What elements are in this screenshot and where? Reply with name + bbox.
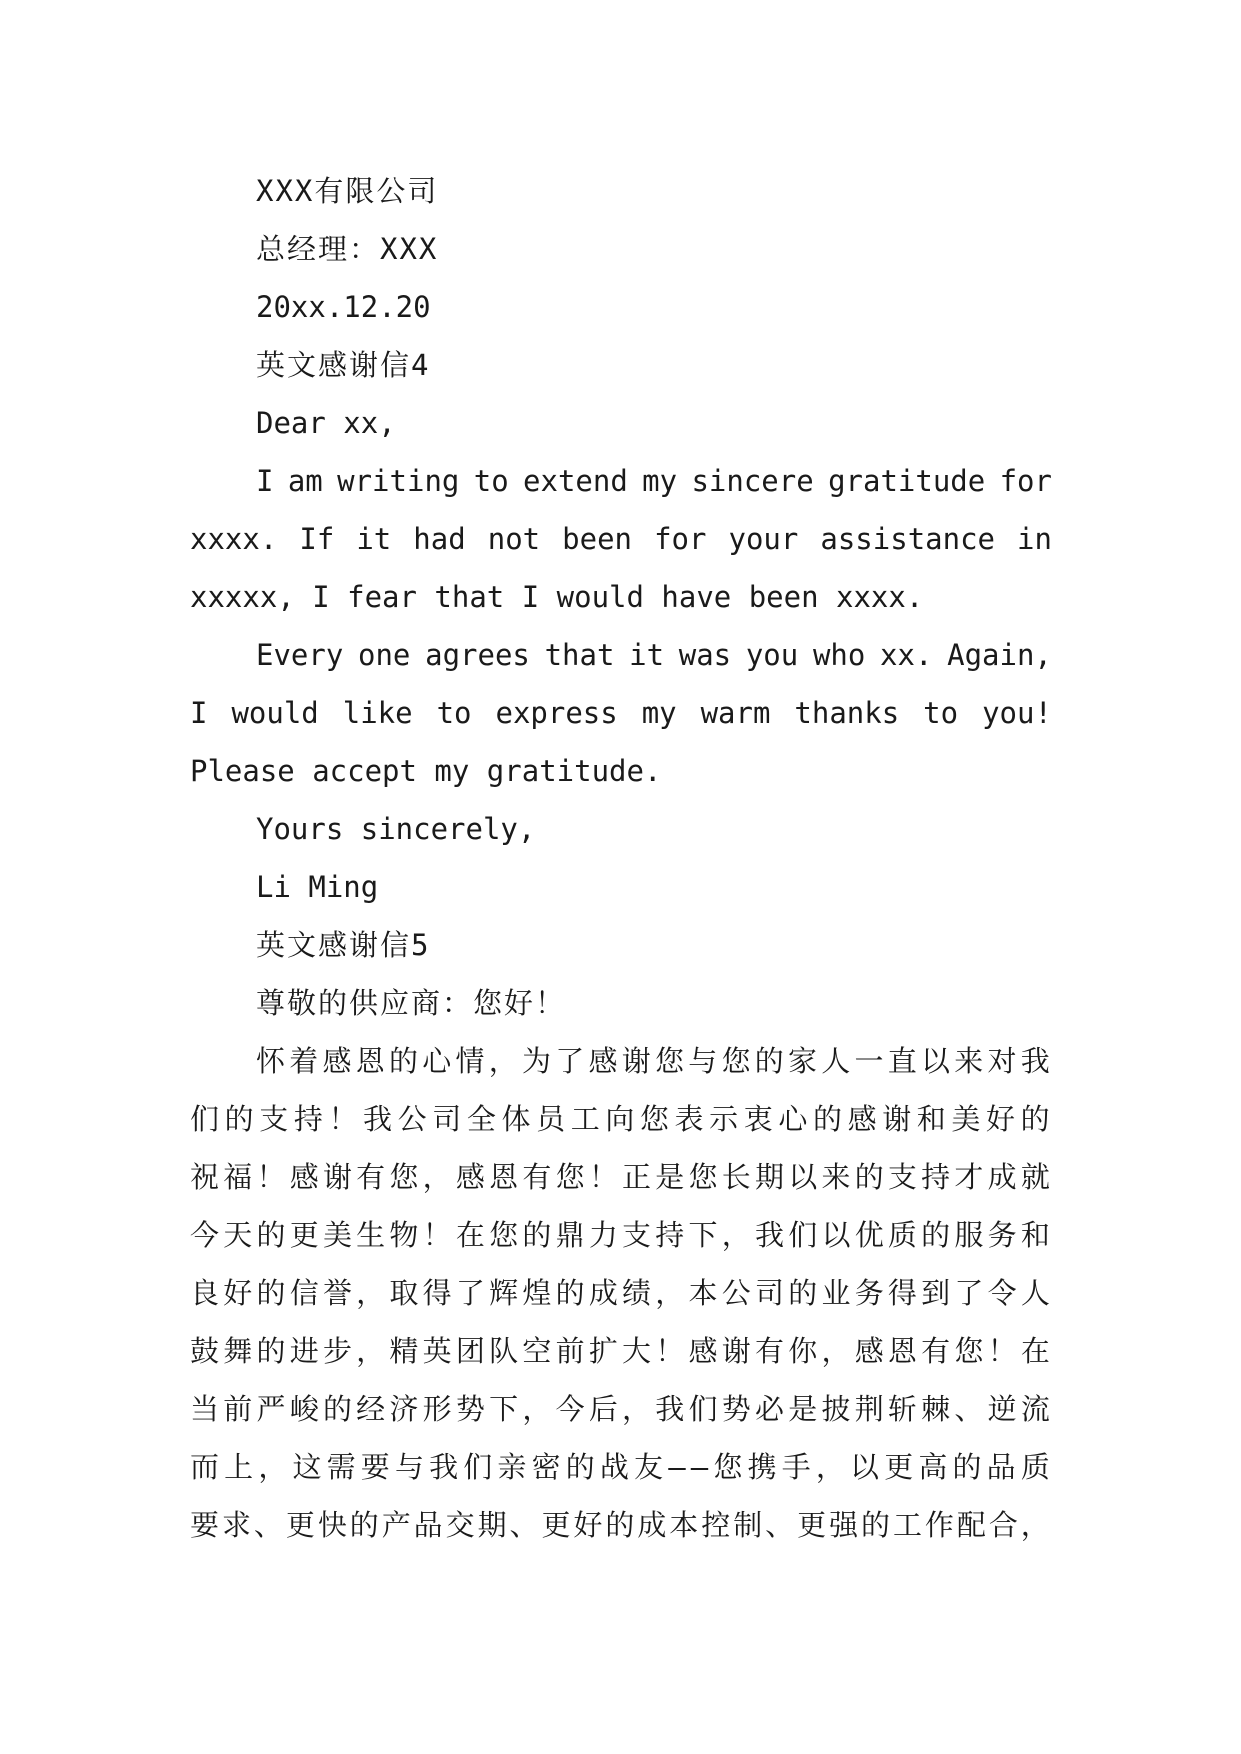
word: If	[299, 522, 335, 556]
character: 合	[988, 1508, 1020, 1542]
character: 得	[422, 1276, 454, 1310]
character: 质	[1020, 1450, 1052, 1484]
character: 的	[256, 1334, 288, 1368]
character: 您	[713, 1450, 745, 1484]
character: 控	[701, 1508, 733, 1542]
document-body	[190, 162, 1052, 1554]
character: ！	[655, 1334, 687, 1368]
character: 恩	[887, 1334, 919, 1368]
word: who	[812, 638, 866, 672]
character: ，	[821, 1334, 853, 1368]
character: 的	[522, 1218, 554, 1252]
closing-line: Yours sincerely,	[256, 812, 536, 846]
character: 成	[987, 1160, 1019, 1194]
character: 今	[555, 1392, 587, 1426]
character: 长	[721, 1160, 753, 1194]
character: 美	[322, 1218, 354, 1252]
character: 以	[788, 1160, 820, 1194]
chinese-paragraph-line	[190, 1380, 1052, 1438]
chinese-paragraph-line	[190, 1264, 1052, 1322]
word: for	[999, 464, 1052, 498]
word: one	[358, 638, 411, 672]
character: 好	[573, 1508, 605, 1542]
character: 上	[224, 1450, 256, 1484]
word: warm	[700, 696, 771, 730]
character: 绩	[622, 1276, 654, 1310]
word: it	[356, 522, 392, 556]
character: 持	[293, 1102, 325, 1136]
character: 们	[688, 1392, 720, 1426]
character: ，	[655, 1276, 687, 1310]
character: 更	[797, 1508, 829, 1542]
character: 更	[884, 1450, 916, 1484]
word: in	[1017, 522, 1052, 556]
word: it	[629, 638, 665, 672]
character: 工	[570, 1102, 602, 1136]
character: 了	[954, 1276, 986, 1310]
character: 的	[605, 1508, 637, 1542]
character: 后	[588, 1392, 620, 1426]
character: 在	[455, 1218, 487, 1252]
character: 支	[259, 1102, 291, 1136]
character: 的	[555, 1276, 587, 1310]
character: 经	[356, 1392, 388, 1426]
character: 精	[389, 1334, 421, 1368]
word: agrees	[425, 638, 530, 672]
word: extend	[523, 464, 628, 498]
paragraph-line: Please accept my gratitude.	[190, 754, 662, 788]
character: —	[690, 1450, 711, 1484]
character: 是	[655, 1160, 687, 1194]
character: 、	[253, 1508, 285, 1542]
character: 形	[422, 1392, 454, 1426]
character: ，	[522, 1392, 554, 1426]
character: 支	[887, 1160, 919, 1194]
character: 友	[634, 1450, 666, 1484]
character: 生	[356, 1218, 388, 1252]
chinese-paragraph-line	[190, 1206, 1052, 1264]
character: 你	[788, 1334, 820, 1368]
word: express	[495, 696, 618, 730]
character: 我	[754, 1218, 786, 1252]
character: 工	[892, 1508, 924, 1542]
paragraph-line	[190, 626, 1052, 684]
character: 衷	[743, 1102, 775, 1136]
character: 好	[223, 1276, 255, 1310]
character: 我	[429, 1450, 461, 1484]
character: 的	[565, 1450, 597, 1484]
character: 恩	[355, 1044, 387, 1078]
word: to	[436, 696, 472, 730]
character: 有	[921, 1334, 953, 1368]
character: 业	[821, 1276, 853, 1310]
character: 交	[445, 1508, 477, 1542]
character: 有	[522, 1160, 554, 1194]
character: 的	[1020, 1102, 1052, 1136]
character: 以	[821, 1218, 853, 1252]
word: assistance	[820, 522, 995, 556]
character: 战	[599, 1450, 631, 1484]
character: 全	[466, 1102, 498, 1136]
character: 高	[918, 1450, 950, 1484]
character: 物	[389, 1218, 421, 1252]
word: to	[923, 696, 959, 730]
character: 我	[1020, 1044, 1052, 1078]
character: —	[668, 1450, 688, 1484]
character: 了	[455, 1276, 487, 1310]
word: my	[642, 464, 678, 498]
character: 来	[821, 1160, 853, 1194]
character: ，	[1020, 1508, 1052, 1542]
character: ！	[588, 1160, 620, 1194]
character: 密	[531, 1450, 563, 1484]
character: 们	[463, 1450, 495, 1484]
character: 信	[289, 1276, 321, 1310]
character: 品	[413, 1508, 445, 1542]
character: ，	[488, 1044, 520, 1078]
character: 我	[363, 1102, 395, 1136]
paragraph-line	[190, 510, 1052, 568]
chinese-paragraph-line	[190, 1322, 1052, 1380]
company-name-line: XXX有限公司	[256, 174, 439, 208]
character: 们	[788, 1218, 820, 1252]
word: like	[342, 696, 413, 730]
word: you	[745, 638, 799, 672]
character: 进	[289, 1334, 321, 1368]
character: 司	[754, 1276, 786, 1310]
word: your	[728, 522, 799, 556]
character: 的	[349, 1508, 381, 1542]
chinese-paragraph-line	[190, 1496, 1052, 1554]
character: 与	[394, 1450, 426, 1484]
character: 有	[356, 1160, 388, 1194]
character: 、	[765, 1508, 797, 1542]
character: 祝	[190, 1160, 222, 1194]
character: 优	[854, 1218, 886, 1252]
character: 和	[1020, 1218, 1052, 1252]
character: 对	[987, 1044, 1019, 1078]
word: you!	[982, 696, 1052, 730]
word: for	[654, 522, 707, 556]
character: 的	[861, 1508, 893, 1542]
character: 持	[921, 1160, 953, 1194]
character: 来	[954, 1044, 986, 1078]
word: I	[190, 696, 208, 730]
character: 流	[1020, 1392, 1052, 1426]
character: 、	[509, 1508, 541, 1542]
character: 了	[555, 1044, 587, 1078]
character: 感	[847, 1102, 879, 1136]
word: I	[256, 464, 274, 498]
character: 您	[639, 1102, 671, 1136]
chinese-paragraph-line	[190, 1148, 1052, 1206]
character: 的	[256, 1218, 288, 1252]
character: 要	[360, 1450, 392, 1484]
character: 感	[854, 1334, 886, 1368]
word: my	[641, 696, 677, 730]
character: 品	[986, 1450, 1018, 1484]
character: 今	[190, 1218, 222, 1252]
word: been	[562, 522, 633, 556]
character: 辉	[489, 1276, 521, 1310]
character: 您	[389, 1160, 421, 1194]
word: would	[231, 696, 319, 730]
character: ，	[721, 1218, 753, 1252]
character: 的	[788, 1276, 820, 1310]
word: gratitude	[828, 464, 986, 498]
character: 谢	[721, 1334, 753, 1368]
character: 期	[477, 1508, 509, 1542]
character: 强	[829, 1508, 861, 1542]
character: 当	[190, 1392, 222, 1426]
character: 的	[754, 1044, 786, 1078]
character: 以	[921, 1044, 953, 1078]
character: 团	[455, 1334, 487, 1368]
character: 需	[326, 1450, 358, 1484]
character: 感	[322, 1044, 354, 1078]
character: 鼓	[190, 1334, 222, 1368]
character: 配	[956, 1508, 988, 1542]
chinese-paragraph-line	[190, 1438, 1052, 1496]
character: 有	[754, 1334, 786, 1368]
character: 誉	[322, 1276, 354, 1310]
character: 本	[688, 1276, 720, 1310]
character: 心	[778, 1102, 810, 1136]
word: was	[678, 638, 732, 672]
chinese-paragraph-line	[190, 1090, 1052, 1148]
character: 您	[555, 1160, 587, 1194]
character: 谢	[322, 1160, 354, 1194]
character: ！	[256, 1160, 288, 1194]
word: am	[287, 464, 323, 498]
word: to	[473, 464, 509, 498]
character: ！	[987, 1334, 1019, 1368]
character: 您	[688, 1160, 720, 1194]
character: 您	[489, 1218, 521, 1252]
word: Again,	[947, 638, 1052, 672]
character: 直	[887, 1044, 919, 1078]
character: 美	[951, 1102, 983, 1136]
character: 恩	[489, 1160, 521, 1194]
character: 逆	[987, 1392, 1019, 1426]
date-line: 20xx.12.20	[256, 290, 431, 324]
character: 谢	[621, 1044, 653, 1078]
character: 心	[422, 1044, 454, 1078]
character: 感	[289, 1160, 321, 1194]
character: 期	[754, 1160, 786, 1194]
character: ，	[258, 1450, 290, 1484]
character: 峻	[289, 1392, 321, 1426]
character: 您	[954, 1334, 986, 1368]
character: 前	[223, 1392, 255, 1426]
word: had	[413, 522, 466, 556]
character: 必	[754, 1392, 786, 1426]
character: 英	[422, 1334, 454, 1368]
character: 家	[788, 1044, 820, 1078]
character: ，	[422, 1160, 454, 1194]
character: 势	[455, 1392, 487, 1426]
character: 为	[522, 1044, 554, 1078]
character: 得	[887, 1276, 919, 1310]
character: 怀	[256, 1044, 288, 1078]
chinese-paragraph-line	[190, 1032, 1052, 1090]
character: 空	[522, 1334, 554, 1368]
character: 向	[605, 1102, 637, 1136]
section-heading-5: 英文感谢信5	[256, 928, 431, 962]
character: 质	[887, 1218, 919, 1252]
character: 更	[285, 1508, 317, 1542]
salutation-line: Dear xx,	[256, 406, 396, 440]
character: 良	[190, 1276, 222, 1310]
character: 的	[224, 1102, 256, 1136]
character: 感	[455, 1160, 487, 1194]
character: 大	[622, 1334, 654, 1368]
character: 表	[674, 1102, 706, 1136]
character: 服	[954, 1218, 986, 1252]
character: 舞	[223, 1334, 255, 1368]
character: 公	[397, 1102, 429, 1136]
word: that	[544, 638, 615, 672]
character: 在	[1020, 1334, 1052, 1368]
character: 势	[721, 1392, 753, 1426]
character: 的	[921, 1218, 953, 1252]
character: 才	[954, 1160, 986, 1194]
character: 们	[190, 1102, 222, 1136]
character: 以	[850, 1450, 882, 1484]
character: 斩	[887, 1392, 919, 1426]
character: 下	[688, 1218, 720, 1252]
character: 荆	[854, 1392, 886, 1426]
word: xx.	[880, 638, 933, 672]
character: 作	[924, 1508, 956, 1542]
character: 制	[733, 1508, 765, 1542]
character: 要	[190, 1508, 222, 1542]
character: 的	[256, 1276, 288, 1310]
character: ，	[356, 1276, 388, 1310]
character: 队	[489, 1334, 521, 1368]
character: 严	[256, 1392, 288, 1426]
character: 公	[721, 1276, 753, 1310]
character: ，	[356, 1334, 388, 1368]
character: 的	[322, 1392, 354, 1426]
word: xxxx.	[190, 522, 278, 556]
character: 司	[432, 1102, 464, 1136]
character: 棘	[921, 1392, 953, 1426]
word: not	[487, 522, 541, 556]
character: 好	[986, 1102, 1018, 1136]
character: 福	[223, 1160, 255, 1194]
character: 令	[987, 1276, 1019, 1310]
character: 一	[854, 1044, 886, 1078]
character: 人	[1020, 1276, 1052, 1310]
character: 正	[622, 1160, 654, 1194]
character: 煌	[522, 1276, 554, 1310]
character: 济	[389, 1392, 421, 1426]
character: 力	[588, 1218, 620, 1252]
word: Every	[256, 638, 344, 672]
character: 的	[952, 1450, 984, 1484]
character: 披	[821, 1392, 853, 1426]
character: 携	[747, 1450, 779, 1484]
signature-name-line: Li Ming	[256, 870, 379, 904]
character: 而	[190, 1450, 222, 1484]
character: ，	[815, 1450, 847, 1484]
character: 和	[916, 1102, 948, 1136]
character: ！	[422, 1218, 454, 1252]
character: 示	[709, 1102, 741, 1136]
character: 与	[688, 1044, 720, 1078]
character: 取	[389, 1276, 421, 1310]
character: 情	[455, 1044, 487, 1078]
chinese-salutation-line: 尊敬的供应商：您好！	[256, 986, 567, 1020]
character: 步	[322, 1334, 354, 1368]
character: 前	[555, 1334, 587, 1368]
character: 就	[1020, 1160, 1052, 1194]
word: thanks	[794, 696, 900, 730]
paragraph-line: xxxxx, I fear that I would have been xxxx.	[190, 580, 924, 614]
character: ！	[328, 1102, 360, 1136]
character: 天	[223, 1218, 255, 1252]
character: 您	[721, 1044, 753, 1078]
general-manager-line: 总经理：XXX	[256, 232, 439, 266]
character: 支	[622, 1218, 654, 1252]
character: 这	[292, 1450, 324, 1484]
character: 您	[655, 1044, 687, 1078]
character: 的	[812, 1102, 844, 1136]
character: 产	[381, 1508, 413, 1542]
character: 着	[289, 1044, 321, 1078]
character: 成	[588, 1276, 620, 1310]
character: 人	[821, 1044, 853, 1078]
character: 是	[788, 1392, 820, 1426]
character: 务	[854, 1276, 886, 1310]
character: 我	[655, 1392, 687, 1426]
character: 亲	[497, 1450, 529, 1484]
character: 下	[489, 1392, 521, 1426]
character: 员	[536, 1102, 568, 1136]
section-heading-4: 英文感谢信4	[256, 348, 431, 382]
paragraph-line	[190, 452, 1052, 510]
character: 手	[781, 1450, 813, 1484]
character: 谢	[882, 1102, 914, 1136]
character: 更	[289, 1218, 321, 1252]
character: 求	[221, 1508, 253, 1542]
character: 务	[987, 1218, 1019, 1252]
character: 的	[854, 1160, 886, 1194]
word: sincere	[691, 464, 814, 498]
word: writing	[337, 464, 460, 498]
character: 本	[669, 1508, 701, 1542]
character: 的	[389, 1044, 421, 1078]
character: 快	[317, 1508, 349, 1542]
character: 到	[921, 1276, 953, 1310]
character: 持	[655, 1218, 687, 1252]
character: 感	[588, 1044, 620, 1078]
character: 成	[637, 1508, 669, 1542]
character: 扩	[588, 1334, 620, 1368]
character: ，	[622, 1392, 654, 1426]
character: 更	[541, 1508, 573, 1542]
character: 、	[954, 1392, 986, 1426]
character: 体	[501, 1102, 533, 1136]
paragraph-line	[190, 684, 1052, 742]
character: 感	[688, 1334, 720, 1368]
character: 鼎	[555, 1218, 587, 1252]
